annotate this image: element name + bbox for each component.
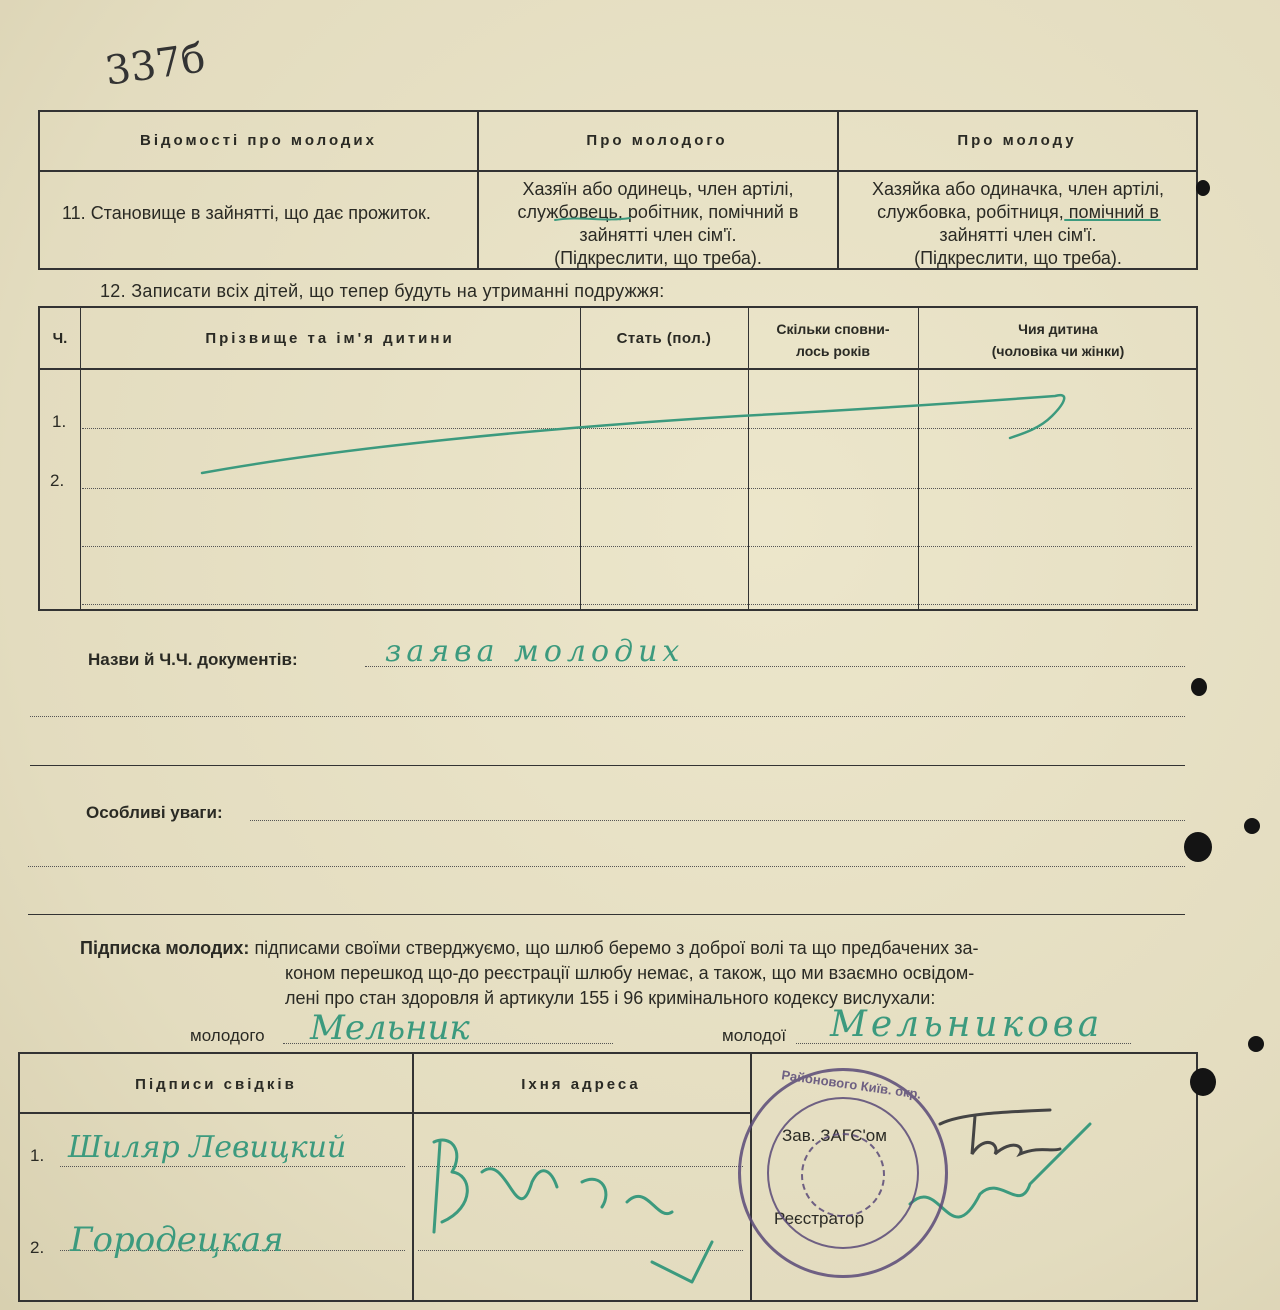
stamp-text: Районового Київ. окр. [780,1067,923,1102]
registrar-label: Реєстратор [774,1209,865,1228]
archive-number: 337б [102,35,209,95]
witnesses-table [18,1052,1198,1302]
child-row-number: 1. [52,412,67,431]
bride-signature: Мельникова [830,1004,1104,1045]
header-whose-child: Чия дитина (чоловіка чи жінки) [991,321,1125,359]
child-row-number: 2. [50,471,65,490]
strikethrough-stroke [40,308,1200,613]
section11-table [38,110,1198,270]
head-of-registry-label: Зав. ЗАГС'ом [782,1126,887,1145]
underline-marks [40,112,1200,272]
remarks-label: Особливі уваги: [86,803,223,822]
row11-label: 11. Становище в зайнятті, що дає прожиток. [62,203,431,223]
header-sex: Стать (пол.) [616,330,712,347]
section12-title: 12. Записати всіх дітей, що тепер будуть на утриманні подружжя: [100,281,665,301]
witness-row-number: 1. [30,1146,45,1165]
header-witness-signatures: Підписи свідків [135,1076,297,1093]
witness-row-number: 2. [30,1238,45,1257]
children-table [38,306,1198,611]
header-age: Скільки сповни- лось років [776,321,890,359]
header-number: Ч. [52,330,68,347]
pledge-label: Підписка молодих: [80,938,250,958]
witness-address-scrawls [412,1112,750,1302]
witness-1-signature: Шиляр Левицкий [68,1130,347,1165]
documents-value: заява молодих [385,634,685,669]
punch-hole [1184,832,1212,862]
punch-hole [1248,1036,1264,1052]
bride-signature-label: молодої [722,1026,787,1045]
groom-signature-label: молодого [190,1026,265,1045]
bride-occupation-options: Хазяйка або одиначка, член артілі, службовка, робітниця, помічний в зайнятті член сім'ї. (Підкреслити, що треба). [871,179,1165,268]
groom-occupation-options: Хазяїн або одинець, член артілі, службовець, робітник, помічний в зайнятті член сім'ї. (Підкреслити, що треба). [517,179,799,268]
documents-label: Назви й Ч.Ч. документів: [88,650,298,669]
punch-hole [1190,1068,1216,1096]
pledge-text: Підписка молодих: підписами своїми стверджуємо, що шлюб беремо з доброї волі та що предбачених за- коном перешкод що-до реєстрації шлюбу немає, а також, що ми взаємно освідом- лені про стан здоровля й артикули 155 і 96 кримінального кодексу вислухали: [80,938,979,1008]
groom-signature: Мельник [310,1008,470,1048]
header-bride: Про молоду [957,132,1077,149]
header-child-name: Прізвище та ім'я дитини [205,330,455,347]
header-groom: Про молодого [586,132,728,149]
official-stamp [738,1068,948,1278]
header-witness-address: Іхня адреса [521,1076,641,1093]
header-info: Відомості про молодих [140,132,377,149]
punch-hole [1196,180,1210,196]
punch-hole [1244,818,1260,834]
punch-hole [1191,678,1207,696]
witness-2-signature: Городецкая [70,1220,284,1260]
